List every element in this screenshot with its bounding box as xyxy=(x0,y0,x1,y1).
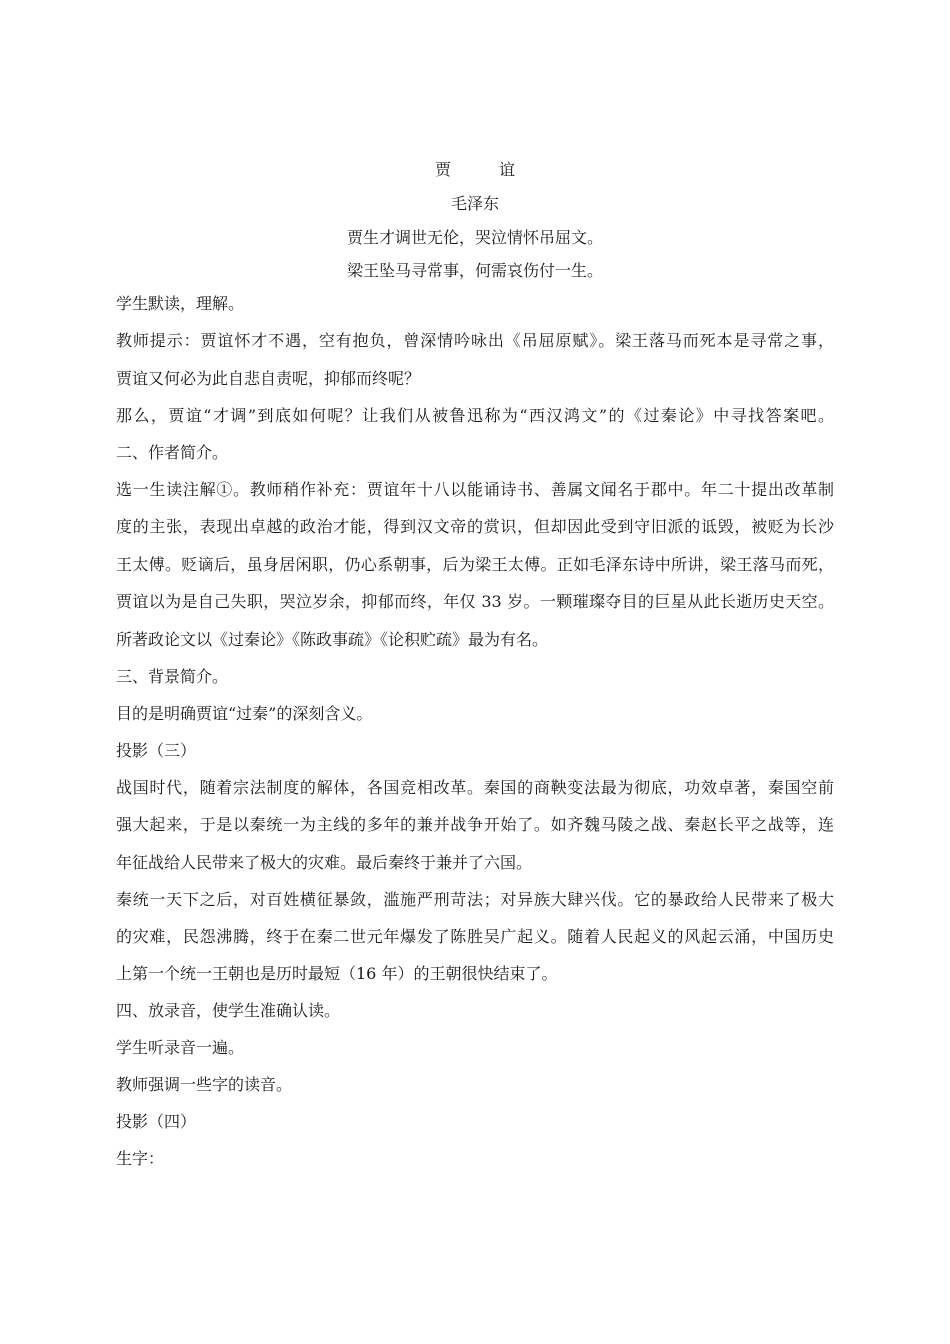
poem-line-1: 贾生才调世无伦，哭泣情怀吊屈文。 xyxy=(346,228,603,247)
body-line: 贾谊以为是自己失职，哭泣岁余，抑郁而终，年仅 33 岁。一颗璀璨夺目的巨星从此长逝历史天空。 xyxy=(116,592,834,611)
section-heading: 三、背景简介。 xyxy=(116,667,229,686)
body-line: 所著政论文以《过秦论》《陈政事疏》《论积贮疏》最为有名。 xyxy=(116,630,549,649)
body-line: 生字： xyxy=(116,1149,165,1168)
body-line: 选一生读注解①。教师稍作补充：贾谊年十八以能诵诗书、善属文闻名于郡中。年二十提出改革制 xyxy=(116,480,834,499)
body-line: 强大起来，于是以秦统一为主线的多年的兼并战争开始了。如齐魏马陵之战、秦赵长平之战等，连 xyxy=(116,815,834,834)
poem-title-char-1: 贾 xyxy=(434,160,451,179)
poem-line-2: 梁王坠马寻常事，何需哀伤付一生。 xyxy=(346,261,603,280)
body-line: 目的是明确贾谊“过秦”的深刻含义。 xyxy=(116,704,373,723)
poem-author: 毛泽东 xyxy=(450,194,499,213)
body-line: 度的主张，表现出卓越的政治才能，得到汉文帝的赏识，但却因此受到守旧派的诋毁，被贬为长沙 xyxy=(116,517,834,536)
body-line: 上第一个统一王朝也是历时最短（16 年）的王朝很快结束了。 xyxy=(116,964,558,983)
body-line: 学生默读，理解。 xyxy=(116,294,245,313)
poem-title-char-2: 谊 xyxy=(499,160,516,179)
body-line: 的灾难，民怨沸腾，终于在秦二世元年爆发了陈胜吴广起义。随着人民起义的风起云涌，中国历史 xyxy=(116,927,834,946)
section-heading: 四、放录音，使学生准确认读。 xyxy=(116,1001,341,1020)
body-line: 教师强调一些字的读音。 xyxy=(116,1075,293,1094)
body-line: 秦统一天下之后，对百姓横征暴敛，滥施严刑苛法；对异族大肆兴伐。它的暴政给人民带来了极大 xyxy=(116,890,834,909)
body-line: 学生听录音一遍。 xyxy=(116,1038,245,1057)
body-line: 年征战给人民带来了极大的灾难。最后秦终于兼并了六国。 xyxy=(116,853,533,872)
body-line: 投影（三） xyxy=(116,741,197,760)
body-line: 教师提示：贾谊怀才不遇，空有抱负，曾深情吟咏出《吊屈原赋》。梁王落马而死本是寻常之事， xyxy=(116,331,834,350)
section-heading: 二、作者简介。 xyxy=(116,443,229,462)
body-line: 战国时代，随着宗法制度的解体，各国竞相改革。秦国的商鞅变法最为彻底，功效卓著，秦国空前 xyxy=(116,778,834,797)
body-line: 那么，贾谊“才调”到底如何呢？让我们从被鲁迅称为“西汉鸿文”的《过秦论》中寻找答案吧。 xyxy=(116,406,834,425)
body-line: 投影（四） xyxy=(116,1112,197,1131)
body-line: 贾谊又何必为此自悲自责呢，抑郁而终呢？ xyxy=(116,369,421,388)
body-line: 王太傅。贬谪后，虽身居闲职，仍心系朝事，后为梁王太傅。正如毛泽东诗中所讲，梁王落马而死， xyxy=(116,555,834,574)
poem-title xyxy=(0,160,950,180)
